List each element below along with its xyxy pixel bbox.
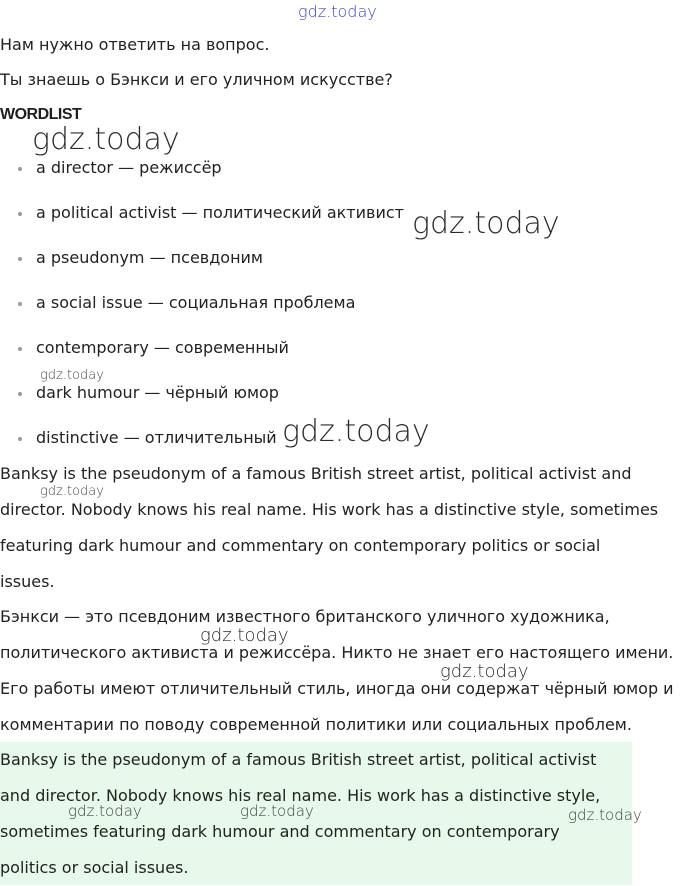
russian-line-3: Его работы имеют отличительный стиль, иногда они содержат чёрный юмор и (0, 679, 674, 698)
english-line-3: featuring dark humour and commentary on contemporary politics or social (0, 536, 601, 555)
answer-line-4: politics or social issues. (0, 858, 189, 877)
bullet-icon (18, 392, 22, 396)
watermark: gdz.today (68, 802, 142, 820)
watermark: gdz.today (40, 368, 104, 383)
wordlist-item: contemporary — современный (0, 332, 404, 377)
watermark-top: gdz.today (298, 2, 377, 21)
english-line-1: Banksy is the pseudonym of a famous British street artist, political activist and (0, 464, 632, 483)
answer-line-2: and director. Nobody knows his real name. His work has a distinctive style, (0, 786, 601, 805)
english-line-2: director. Nobody knows his real name. His work has a distinctive style, sometimes (0, 500, 659, 519)
watermark: gdz.today (282, 414, 430, 449)
bullet-icon (18, 437, 22, 441)
wordlist-item: a political activist — политический активист (0, 197, 404, 242)
wordlist-item: distinctive — отличительный (0, 422, 404, 467)
wordlist-item: a social issue — социальная проблема (0, 287, 404, 332)
answer-line-3: sometimes featuring dark humour and commentary on contemporary (0, 822, 560, 841)
bullet-icon (18, 302, 22, 306)
wordlist-item: dark humour — чёрный юмор (0, 377, 404, 422)
watermark: gdz.today (40, 484, 104, 499)
bullet-icon (18, 257, 22, 261)
watermark: gdz.today (200, 625, 289, 646)
intro-line-2: Ты знаешь о Бэнкси и его уличном искусстве? (0, 70, 393, 89)
english-line-4: issues. (0, 572, 55, 591)
answer-line-1: Banksy is the pseudonym of a famous British street artist, political activist (0, 750, 597, 769)
bullet-icon (18, 347, 22, 351)
russian-line-4: комментарии по поводу современной политики или социальных проблем. (0, 715, 632, 734)
watermark: gdz.today (32, 122, 180, 157)
watermark: gdz.today (412, 206, 560, 241)
bullet-icon (18, 167, 22, 171)
bullet-icon (18, 212, 22, 216)
wordlist-heading: WORDLIST (0, 106, 82, 123)
watermark: gdz.today (568, 806, 642, 824)
wordlist-item: a director — режиссёр (0, 152, 404, 197)
wordlist-item: a pseudonym — псевдоним (0, 242, 404, 287)
watermark: gdz.today (240, 802, 314, 820)
russian-line-2: политического активиста и режиссёра. Никто не знает его настоящего имени. (0, 643, 674, 662)
russian-line-1: Бэнкси — это псевдоним известного британского уличного художника, (0, 607, 610, 626)
intro-line-1: Нам нужно ответить на вопрос. (0, 35, 270, 54)
watermark: gdz.today (440, 661, 529, 682)
